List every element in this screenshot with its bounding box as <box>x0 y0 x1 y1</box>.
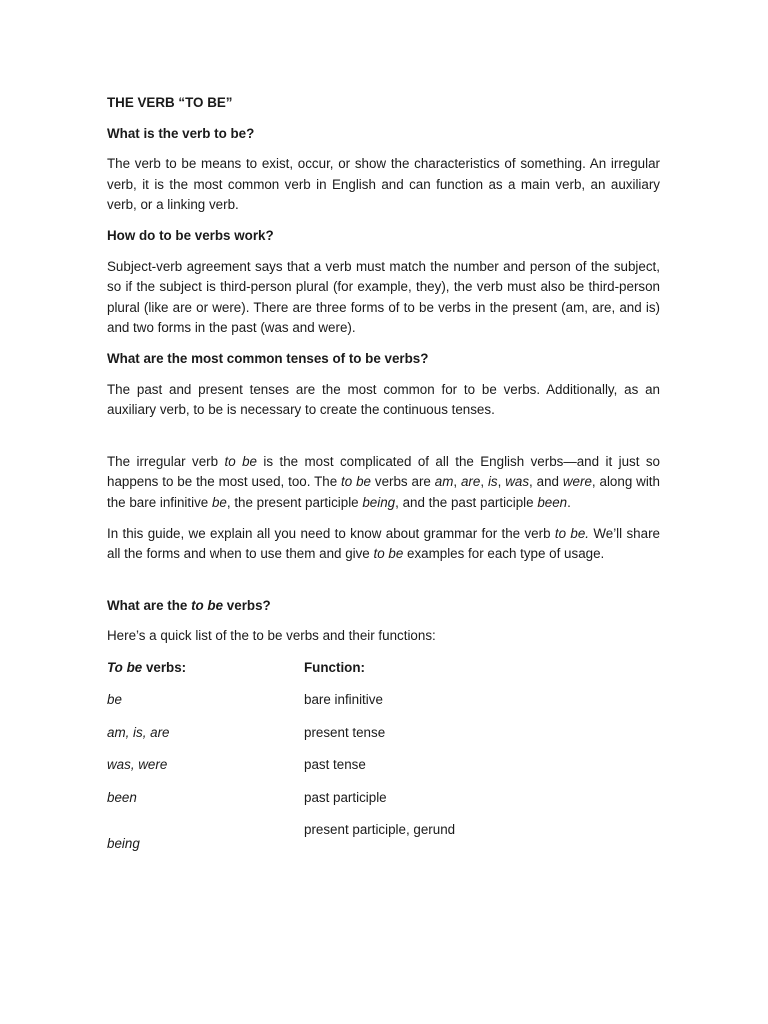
table-cell-verb: be <box>107 692 122 708</box>
table-cell-verb: was, were <box>107 757 168 773</box>
italic-run: to be <box>191 597 224 613</box>
table-row <box>107 820 660 860</box>
verbs-table <box>107 658 660 861</box>
text-run: verbs are <box>371 474 435 490</box>
table-cell-verb: been <box>107 789 137 805</box>
paragraph-3: The past and present tenses are the most common for to be verbs. Additionally, as an auxiliary verb, to be is necessary to create the continuous tenses. <box>107 381 660 418</box>
text-run: , and <box>529 474 563 490</box>
italic-run: be <box>211 494 227 510</box>
text-run: , <box>497 474 506 490</box>
italic-run: been <box>537 494 568 510</box>
paragraph-1: The verb to be means to exist, occur, or show the characteristics of something. An irregular verb, it is the most common verb in English and can function as a main verb, an auxiliary verb, or a linking verb. <box>107 156 660 213</box>
italic-run: to be <box>373 546 404 562</box>
text-run: , <box>480 474 488 490</box>
text-run: We’ll share all the forms and when to use them and give <box>107 525 660 562</box>
text-run: verbs? <box>223 597 271 613</box>
table-cell-function: present tense <box>304 724 386 740</box>
table-cell-verb: am, is, are <box>107 724 170 740</box>
paragraph-4 <box>107 452 660 514</box>
table-header-function: Function: <box>304 659 365 675</box>
text-run: verbs: <box>142 659 187 675</box>
table-row <box>107 788 660 821</box>
table-cell-verb: being <box>107 836 140 852</box>
paragraph-5 <box>107 524 660 565</box>
text-run: What are the <box>107 597 192 613</box>
table-row <box>107 690 660 723</box>
italic-run: To be <box>107 659 143 675</box>
table-row <box>107 755 660 788</box>
table-header-row <box>107 658 660 691</box>
italic-run: is <box>487 474 498 490</box>
text-run: examples for each type of usage. <box>403 546 605 562</box>
text-run: , and the past participle <box>395 494 538 510</box>
italic-run: am <box>434 474 454 490</box>
text-run: In this guide, we explain all you need to know about grammar for the verb <box>107 525 555 541</box>
text-run: , the present participle <box>226 494 363 510</box>
table-cell-function: past participle <box>304 789 387 805</box>
question-heading-3: What are the most common tenses of to be verbs? <box>107 350 429 366</box>
list-heading <box>107 596 660 617</box>
table-header-verbs <box>107 658 304 691</box>
text-run: , <box>453 474 461 490</box>
text-run: . <box>567 494 571 510</box>
table-cell-function: present participle, gerund <box>304 822 456 838</box>
document-title: THE VERB “TO BE” <box>107 95 233 110</box>
text-run: is the most complicated of all the English verbs—and it just so happens to be the most used, too. The <box>107 453 660 490</box>
italic-run: are <box>460 474 481 490</box>
italic-run: to be <box>224 453 257 469</box>
paragraph-2: Subject-verb agreement says that a verb must match the number and person of the subject, so if the subject is third-person plural (for example, they), the verb must also be third-person plural (like are or were). There are three forms of to be verbs in the present (am, are, and is) and two forms in the past (was and were). <box>107 258 660 336</box>
italic-run: were <box>562 474 592 490</box>
italic-run: being <box>362 494 396 510</box>
question-heading-2: How do to be verbs work? <box>107 227 274 243</box>
list-lead: Here’s a quick list of the to be verbs and their functions: <box>107 628 436 644</box>
italic-run: to be <box>341 474 371 490</box>
table-cell-function: bare infinitive <box>304 692 383 708</box>
text-run: The irregular verb <box>107 453 225 469</box>
text-run: , along with the bare infinitive <box>107 474 660 510</box>
italic-run: was <box>505 474 530 490</box>
italic-run: to be. <box>554 525 590 541</box>
question-heading-1: What is the verb to be? <box>107 125 255 141</box>
table-row <box>107 723 660 756</box>
document-page <box>107 93 660 860</box>
table-cell-function: past tense <box>304 757 366 773</box>
